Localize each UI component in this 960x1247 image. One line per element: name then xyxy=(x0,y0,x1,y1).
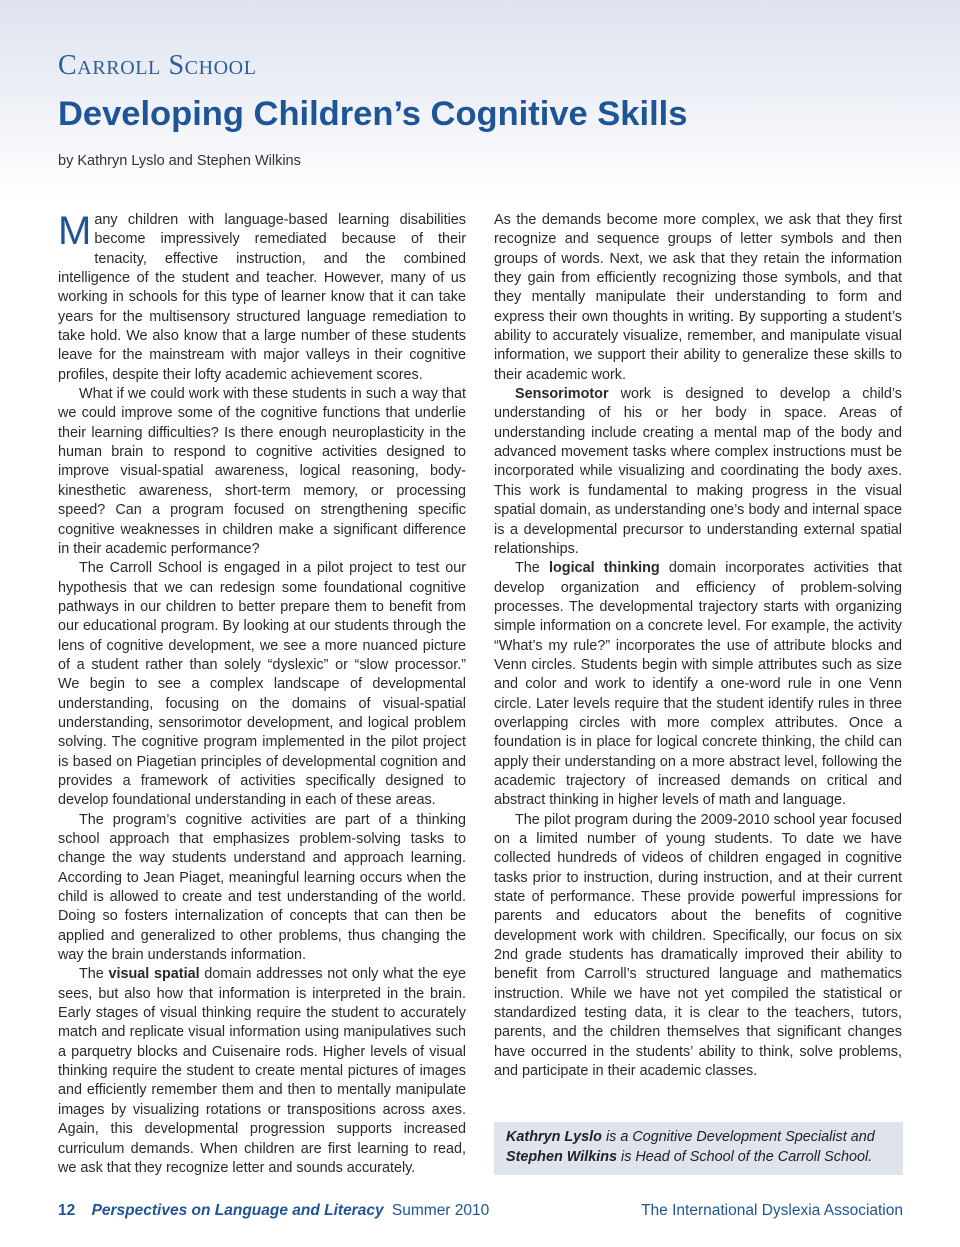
association-name: The International Dyslexia Association xyxy=(641,1202,903,1219)
logical-thinking-paragraph: The logical thinking domain incorporates activities that develop organization and efficiency of problem-solving processes. The developmental trajectory starts with organizing simple information on a concrete level. For example, the activity “What’s my rule?” incorporates the use of attribute blocks and Venn circles. Students begin with simple attributes such as size and color and work to identify a one-word rule in one Venn circle. Later levels require that the student identify rules in three overlapping circles with more complex attributes. Once a foundation is in place for logical concrete thinking, the child can apply their understanding on a more abstract level, following the academic trajectory of increased demands on critical and abstract thinking in higher levels of math and language. xyxy=(494,560,902,809)
journal-title: Perspectives on Language and Literacy xyxy=(91,1202,384,1219)
page-number: 12 xyxy=(58,1202,76,1219)
intro-paragraph xyxy=(58,211,466,385)
paragraph: The pilot program during the 2009-2010 school year focused on a limited number of young students. To date we have collected hundreds of videos of children engaged in cognitive tasks prior to instruction, during instruction, and at their current state of performance. These provide powerful impressions for parents and educators about the benefits of cognitive development work with children. Specifically, our focus on six 2nd grade students has dramatically improved their ability to benefit from Carroll’s structured language and mathematics instruction. While we have not yet compiled the statistical or standardized testing data, it is clear to the teachers, tutors, parents, and the children themselves that significant changes have occurred in the students’ ability to think, solve problems, and participate in their academic classes. xyxy=(494,811,902,1080)
article-title: Developing Children’s Cognitive Skills xyxy=(58,95,688,133)
author-name: Stephen Wilkins xyxy=(506,1148,618,1165)
term-logical-thinking: logical thinking xyxy=(548,560,660,577)
visual-spatial-paragraph: The visual spatial domain addresses not only what the eye sees, but also how that information is interpreted in the brain. Early stages of visual thinking require the student to accurately match and replicate visual information using manipulatives such a parquetry blocks and Cuisenaire rods. Higher levels of visual thinking require the student to create mental pictures of images and efficiently remember them and then to mentally manipulate images by visualizing rotations or transpositions across axes. Again, this developmental progression supports increased curriculum demands. When children are first learning to read, we ask that they recognize letter and sounds accurately. xyxy=(58,966,467,1176)
school-name: Carroll School xyxy=(58,50,257,81)
term-sensorimotor: Sensorimotor xyxy=(515,386,609,403)
byline: by Kathryn Lyslo and Stephen Wilkins xyxy=(58,153,301,169)
issue-label: Summer 2010 xyxy=(391,1202,490,1219)
left-column xyxy=(58,211,466,1178)
drop-cap: M xyxy=(58,209,92,253)
page-footer xyxy=(58,1200,903,1222)
right-column xyxy=(494,211,902,1081)
article-header xyxy=(58,48,908,171)
author-name: Kathryn Lyslo xyxy=(506,1129,602,1145)
sensorimotor-paragraph: Sensorimotor work is designed to develop a child’s understanding of his or her body in space. Areas of understanding include creating a mental map of the body and advanced movement tasks where complex instructions must be incorporated while visualizing and coordinating the body axes. This work is fundamental to making progress in the visual spatial domain, as understanding one’s body and internal space is a developmental precursor to understanding external spatial relationships. xyxy=(494,386,902,557)
paragraph: What if we could work with these students in such a way that we could improve some of the cognitive functions that underlie their learning difficulties? Is there enough neuroplasticity in the human brain to respond to cognitive activities designed to improve visual-spatial awareness, logical reasoning, body-kinesthetic awareness, short-term memory, or processing speed? Can a program focused on strengthening specific cognitive weaknesses in children make a significant difference in their academic performance? xyxy=(58,386,466,557)
paragraph: As the demands become more complex, we ask that they first recognize and sequence groups of letter symbols and then groups of words. Next, we ask that they retain the information they gain from efficiently recognizing those symbols, and that they mentally manipulate their understanding to form and express their own thoughts in writing. By supporting a student’s ability to accurately visualize, remember, and manipulate visual information, we support their ability to generalize these skills to their academic work. xyxy=(494,212,902,383)
term-visual-spatial: visual spatial xyxy=(108,966,200,983)
intro-text: any children with language-based learning disabilities become impressively remediated because of their tenacity, effective instruction, and the combined intelligence of the student and teacher. However, many of us working in schools for this type of learner know that it can take years for the multisensory structured language remediation to take hold. We also know that a large number of these students leave for the mainstream with major valleys in their cognitive profiles, despite their lofty academic achievement scores. xyxy=(58,212,466,383)
author-bio-box: Kathryn Lyslo is a Cognitive Development Specialist and Stephen Wilkins is Head of School of the Carroll School. xyxy=(494,1122,903,1175)
paragraph: The Carroll School is engaged in a pilot project to test our hypothesis that we can redesign some foundational cognitive pathways in our children to better prepare them to benefit from our educational program. By looking at our students through the lens of cognitive development, we see a more nuanced picture of a student rather than solely “dyslexic” or “slow processor.” We begin to see a complex landscape of developmental understanding, focusing on the domains of visual-spatial understanding, sensorimotor development, and logical problem solving. The cognitive program implemented in the pilot project is based on Piagetian principles of developmental cognition and provides a framework of activities specifically designed to develop foundational understanding in each of these areas. xyxy=(58,560,466,809)
paragraph: The program’s cognitive activities are part of a thinking school approach that emphasizes problem-solving tasks to change the way students understand and approach learning. According to Jean Piaget, meaningful learning occurs when the child is allowed to create and test understanding of the world. Doing so fosters internalization of concepts that can then be applied and generalized to other problems, thus changing the way the brain understands information. xyxy=(58,811,466,964)
